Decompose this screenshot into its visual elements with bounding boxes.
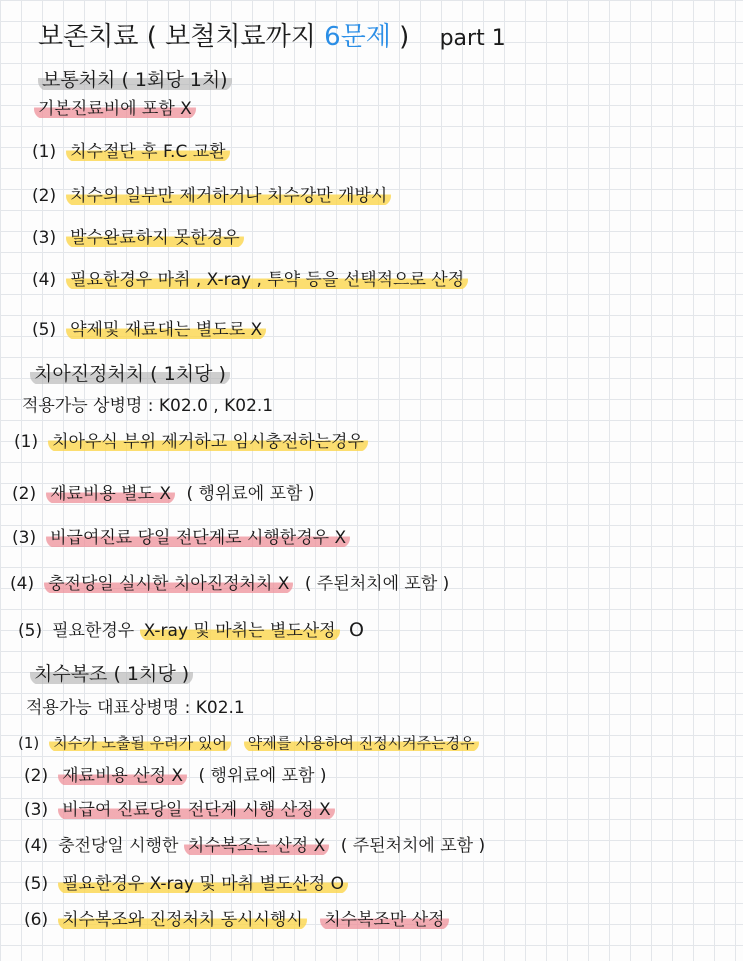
list-item: (1) 치아우식 부위 제거하고 임시충전하는경우 xyxy=(14,430,368,454)
list-item: (4) 필요한경우 마취 , X-ray , 투약 등을 선택적으로 산정 xyxy=(32,268,468,292)
list-item: (2) 재료비용 별도 X ( 행위료에 포함 ) xyxy=(12,484,315,504)
section-3-heading: 치수복조 ( 1치당 ) xyxy=(30,663,193,685)
list-item: (3) 비급여진료 당일 전단계로 시행한경우 X xyxy=(12,526,350,550)
list-item: (1) 치수가 노출될 우려가 있어 약제를 사용하여 진정시켜주는경우 xyxy=(18,731,479,755)
list-item: (2) 재료비용 산정 X ( 행위료에 포함 ) xyxy=(24,766,327,786)
section-1-heading: 보통처치 ( 1회당 1치) xyxy=(38,69,232,91)
section-heading-1 xyxy=(38,68,232,92)
section-heading-2 xyxy=(30,362,230,386)
section-1-note: 기본진료비에 포함 X xyxy=(34,97,196,121)
list-item: (5) 약제및 재료대는 별도로 X xyxy=(32,318,266,342)
section-heading-3 xyxy=(30,662,193,686)
list-item: (5) 필요한경우 X-ray 및 마취는 별도산정 O xyxy=(18,619,364,641)
title-close: ) xyxy=(390,22,410,52)
page-title xyxy=(38,20,506,56)
list-item: (6) 치수복조와 진정처치 동시시행시 치수복조만 산정 xyxy=(24,908,449,932)
list-item: (3) 비급여 진료당일 전단계 시행 산정 X xyxy=(24,798,335,822)
section-2-codes: 적용가능 상병명 : K02.0 , K02.1 xyxy=(22,396,274,416)
title-main: 보존치료 ( 보철치료까지 xyxy=(38,22,325,52)
section-2-heading: 치아진정처치 ( 1치당 ) xyxy=(30,363,230,385)
title-highlight: 6문제 xyxy=(324,22,391,52)
list-item: (4) 충전당일 실시한 치아진정처치 X ( 주된처치에 포함 ) xyxy=(10,574,450,594)
title-part: part 1 xyxy=(439,26,506,51)
list-item: (2) 치수의 일부만 제거하거나 치수강만 개방시 xyxy=(32,184,391,208)
list-item: (1) 치수절단 후 F.C 교환 xyxy=(32,140,230,164)
list-item: (3) 발수완료하지 못한경우 xyxy=(32,226,244,250)
list-item: (5) 필요한경우 X-ray 및 마취 별도산정 O xyxy=(24,872,348,896)
section-3-codes: 적용가능 대표상병명 : K02.1 xyxy=(26,698,245,718)
list-item: (4) 충전당일 시행한 치수복조는 산정 X ( 주된처치에 포함 ) xyxy=(24,836,486,856)
